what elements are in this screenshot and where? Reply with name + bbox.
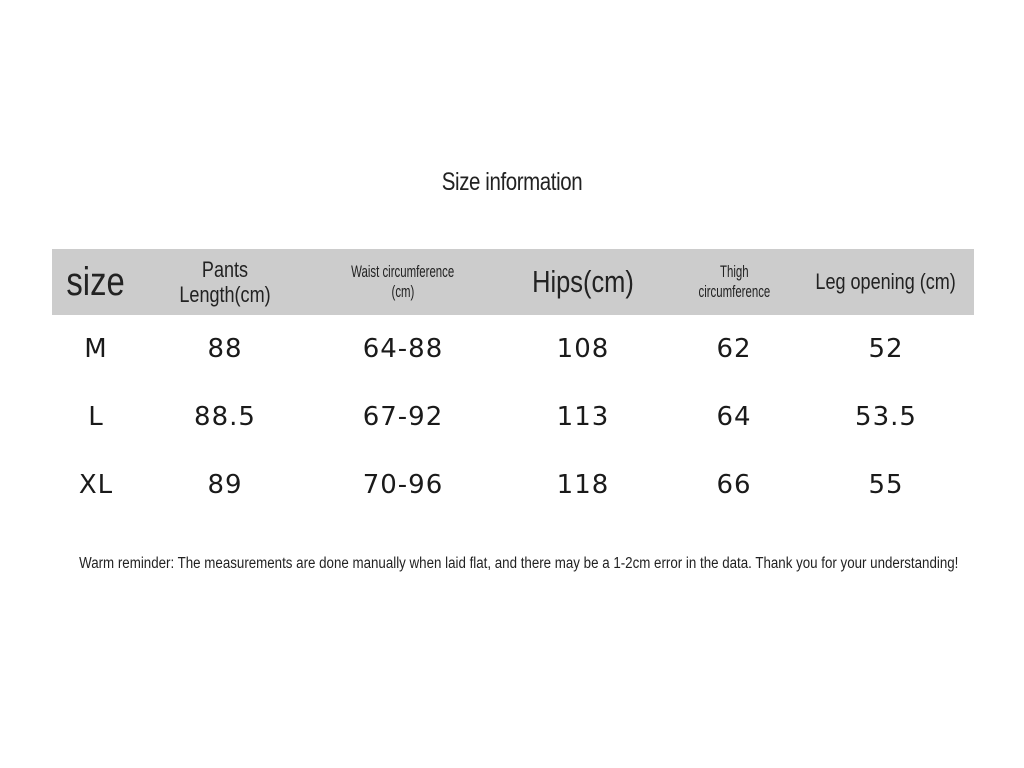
header-pants-length — [140, 257, 310, 308]
cell-leg-opening: 53.5 — [855, 402, 917, 432]
table-row — [52, 451, 974, 519]
header-waist — [310, 262, 496, 301]
cell-size: XL — [78, 470, 114, 500]
cell-pants-length: 88 — [207, 334, 243, 364]
cell-size: L — [88, 402, 104, 432]
page-title: Size information — [441, 168, 583, 196]
cell-hips: 113 — [556, 402, 610, 432]
cell-waist: 67-92 — [362, 402, 444, 432]
warm-reminder-note: Warm reminder: The measurements are done manually when laid flat, and there may be a 1-2cm error in the data. Thank you for your understanding! — [79, 555, 959, 572]
cell-thigh: 62 — [716, 334, 752, 364]
header-thigh-line1: Thigh — [719, 262, 749, 282]
header-size-label: size — [66, 260, 126, 304]
cell-leg-opening: 52 — [868, 334, 904, 364]
cell-leg-opening: 55 — [868, 470, 904, 500]
header-pants-length-label: Pants Length(cm) — [179, 256, 271, 307]
size-table — [52, 249, 974, 519]
table-row — [52, 315, 974, 383]
cell-hips: 118 — [556, 470, 610, 500]
table-row — [52, 383, 974, 451]
cell-waist: 64-88 — [362, 334, 444, 364]
header-thigh-line2: circumference — [698, 282, 770, 301]
header-waist-line2: (cm) — [391, 282, 415, 301]
header-thigh — [670, 262, 798, 301]
header-leg-opening-label: Leg opening (cm) — [815, 269, 957, 295]
cell-hips: 108 — [556, 334, 610, 364]
header-hips-label: Hips(cm) — [532, 264, 634, 300]
header-leg-opening — [798, 269, 974, 294]
header-waist-line1: Waist circumference — [351, 262, 455, 282]
cell-pants-length: 89 — [207, 470, 243, 500]
cell-thigh: 66 — [716, 470, 752, 500]
cell-pants-length: 88.5 — [194, 402, 256, 432]
header-hips — [496, 264, 670, 300]
cell-size: M — [84, 334, 108, 364]
table-header-row — [52, 249, 974, 315]
cell-waist: 70-96 — [362, 470, 444, 500]
cell-thigh: 64 — [716, 402, 752, 432]
header-size — [52, 259, 140, 305]
